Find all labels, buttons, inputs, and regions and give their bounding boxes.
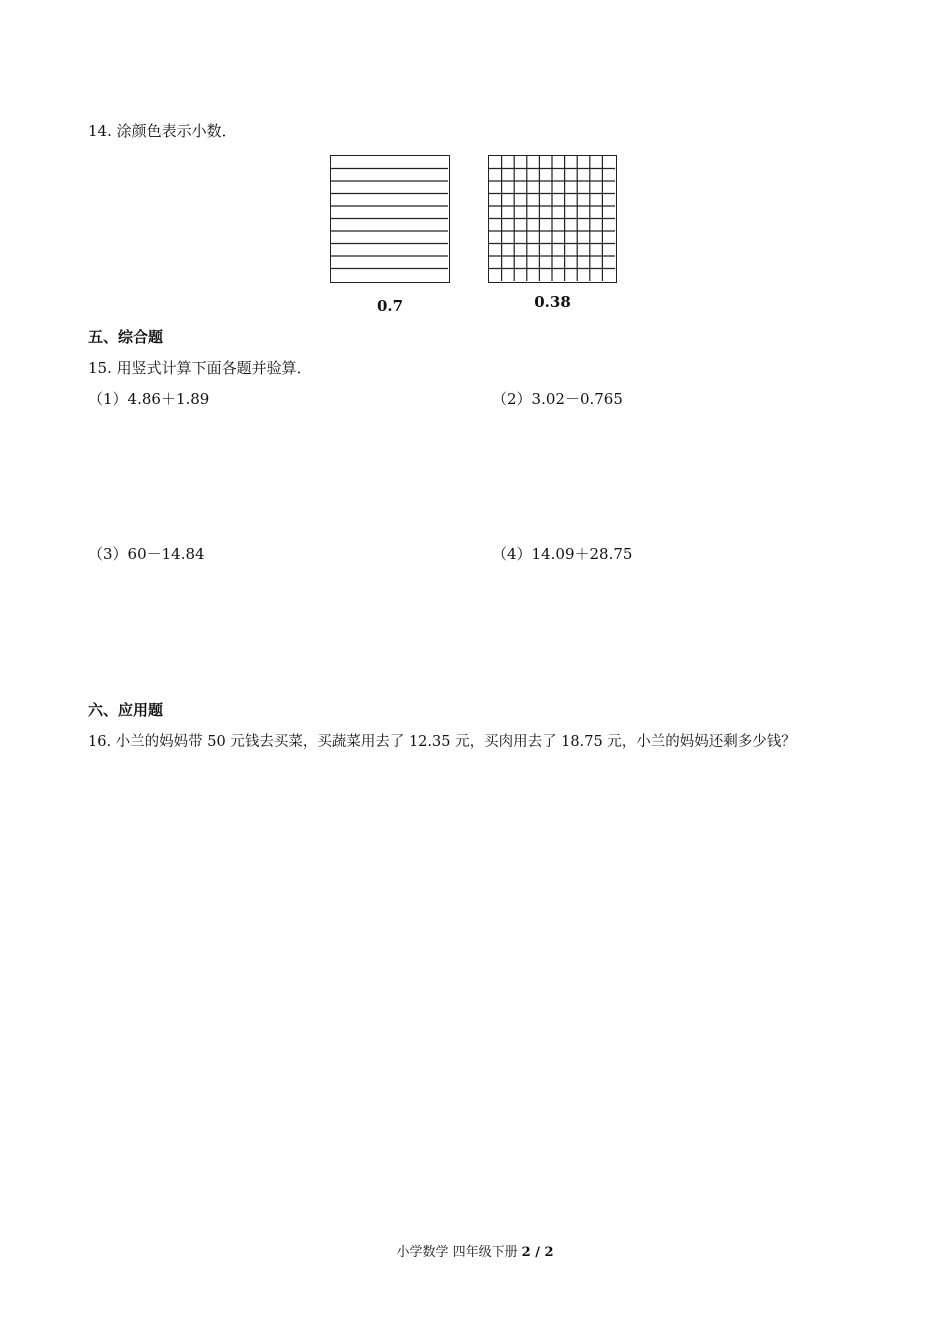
q14-text: 14. 涂颜色表示小数． <box>88 122 237 140</box>
q15-item-1: （1）4.86＋1.89 <box>88 390 210 408</box>
grid-figure <box>488 155 617 283</box>
footer-subject: 小学数学 四年级下册 <box>396 1245 518 1260</box>
section6-heading: 六、应用题 <box>88 701 164 719</box>
q16-text: 16. 小兰的妈妈带 50 元钱去买菜，买蔬菜用去了 12.35 元，买肉用去了 18.75 元，小兰的妈妈还剩多少钱？ <box>88 734 796 750</box>
section5-heading: 五、综合题 <box>88 328 164 346</box>
q15-item-2: （2）3.02－0.765 <box>492 390 623 408</box>
grid-figure-label: 0.38 <box>534 293 571 311</box>
grid-lines <box>489 156 615 281</box>
strip-figure-label: 0.7 <box>376 297 404 315</box>
page-footer <box>0 1244 950 1262</box>
footer-page-number: 2 / 2 <box>521 1245 554 1260</box>
strip-figure <box>330 155 450 283</box>
strip-lines <box>331 156 448 281</box>
q15-text: 15. 用竖式计算下面各题并验算． <box>88 359 312 377</box>
q15-item-4: （4）14.09＋28.75 <box>492 545 633 563</box>
q15-item-3: （3）60－14.84 <box>88 545 205 563</box>
